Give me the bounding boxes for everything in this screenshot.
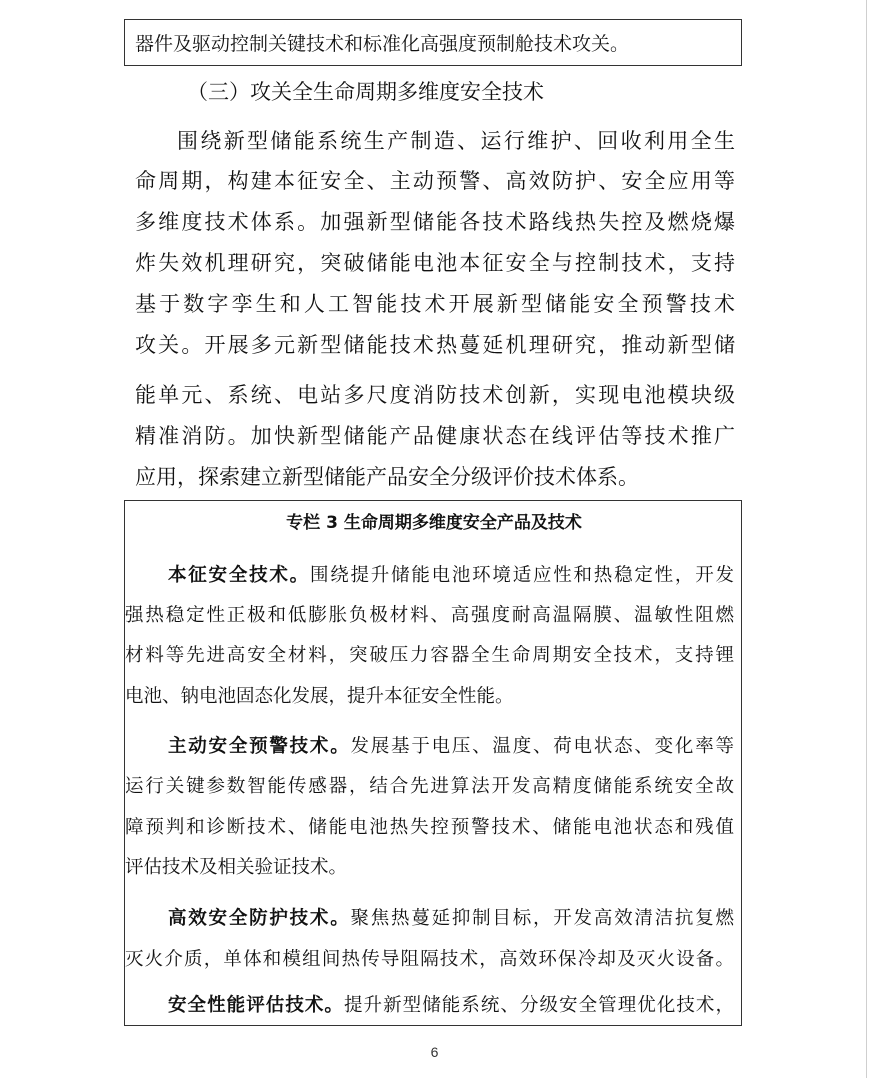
- column-item-first-line: [168, 899, 734, 939]
- paragraph-line: 多维度技术体系。加强新型储能各技术路线热失控及燃烧爆: [135, 210, 735, 234]
- paragraph-line: 炸失效机理研究，突破储能电池本征安全与控制技术，支持: [135, 251, 735, 275]
- continued-column-box: [124, 19, 742, 66]
- column-item-line: [125, 677, 734, 717]
- column-item-line: [125, 636, 734, 676]
- column-item-text: 提升新型储能系统、分级安全管理优化技术，: [343, 995, 734, 1016]
- paragraph-line: 基于数字孪生和人工智能技术开展新型储能安全预警技术: [135, 292, 735, 316]
- column-item-first-line: [168, 986, 734, 1026]
- column-item-text: 围绕提升储能电池环境适应性和热稳定性，开发: [309, 565, 734, 586]
- paragraph-line: 命周期，构建本征安全、主动预警、高效防护、安全应用等: [135, 169, 735, 193]
- column-item-text: 运行关键参数智能传感器，结合先进算法开发高精度储能系统安全故: [125, 776, 734, 797]
- continued-box-line: 器件及驱动控制关键技术和标准化高强度预制舱技术攻关。: [135, 33, 630, 55]
- paragraph-line: 攻关。开展多元新型储能技术热蔓延机理研究，推动新型储: [135, 333, 735, 357]
- column-item-text: 强热稳定性正极和低膨胀负极材料、高强度耐高温隔膜、温敏性阻燃: [125, 605, 734, 626]
- column-item-term: 高效安全防护技术。: [168, 908, 351, 929]
- column-box-title: 专栏 3 生命周期多维度安全产品及技术: [286, 513, 582, 533]
- column-item-line: [125, 808, 734, 848]
- column-item-term: 主动安全预警技术。: [168, 736, 351, 757]
- paragraph-line: 围绕新型储能系统生产制造、运行维护、回收利用全生: [177, 129, 735, 153]
- column-item-text: 发展基于电压、温度、荷电状态、变化率等: [350, 736, 734, 757]
- page-number: 6: [430, 1044, 439, 1060]
- column-item-term: 本征安全技术。: [168, 565, 310, 586]
- column-item-text: 聚焦热蔓延抑制目标，开发高效清洁抗复燃: [350, 908, 734, 929]
- column-item-text: 评估技术及相关验证技术。: [125, 857, 348, 878]
- column-item-first-line: [168, 727, 734, 767]
- paragraph-line: 应用，探索建立新型储能产品安全分级评价技术体系。: [135, 465, 639, 489]
- section-heading: （三）攻关全生命周期多维度安全技术: [187, 80, 544, 104]
- column-item-text: 电池、钠电池固态化发展，提升本征安全性能。: [125, 686, 514, 707]
- column-item-first-line: [168, 556, 734, 596]
- column-item-term: 安全性能评估技术。: [168, 995, 344, 1016]
- paragraph-line: 能单元、系统、电站多尺度消防技术创新，实现电池模块级: [135, 383, 735, 407]
- paragraph-line: 精准消防。加快新型储能产品健康状态在线评估等技术推广: [135, 424, 735, 448]
- column-item-line: [125, 848, 734, 888]
- column-item-line: [125, 767, 734, 807]
- column-item-text: 材料等先进高安全材料，突破压力容器全生命周期安全技术，支持锂: [125, 645, 734, 666]
- column-item-text: 障预判和诊断技术、储能电池热失控预警技术、储能电池状态和残值: [125, 817, 734, 838]
- column-item-line: [125, 596, 734, 636]
- column-box: [124, 500, 742, 1026]
- column-item-line: [125, 940, 734, 980]
- column-item-text: 灭火介质，单体和模组间热传导阻隔技术，高效环保冷却及灭火设备。: [125, 949, 734, 970]
- page-edge-rule: [866, 0, 867, 1078]
